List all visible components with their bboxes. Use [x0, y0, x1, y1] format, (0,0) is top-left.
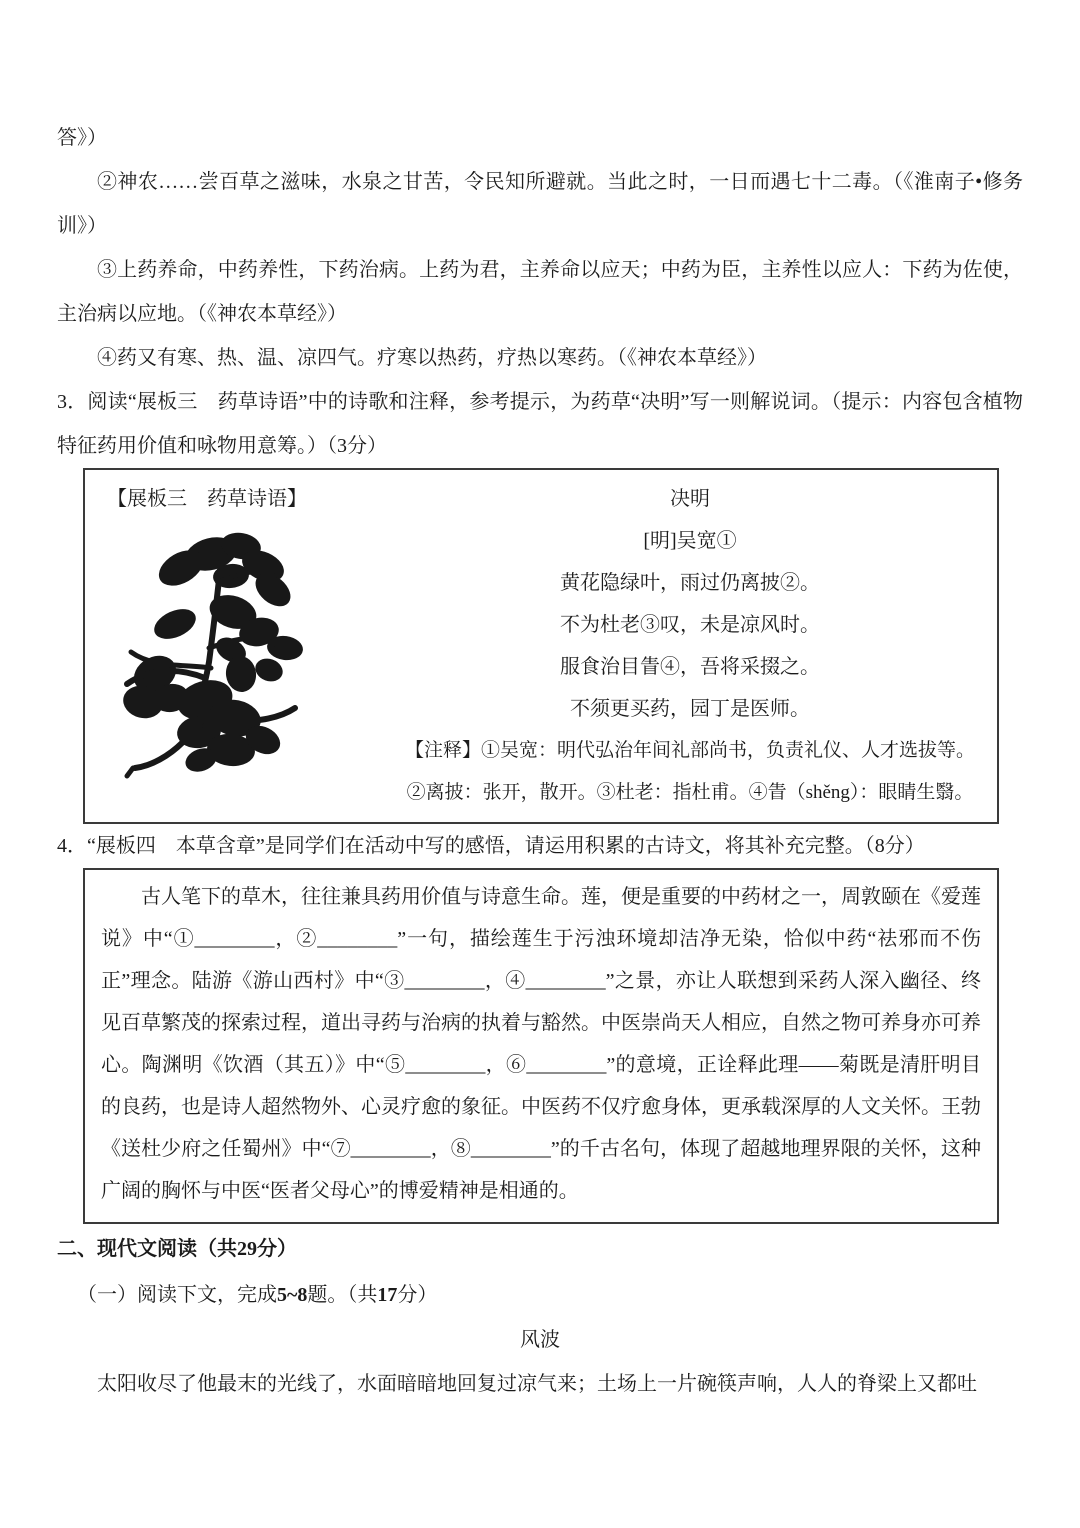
quote-line: 答》） [57, 127, 107, 149]
board3-left-column [97, 478, 397, 814]
subheading-part: 题。（共 [307, 1284, 378, 1306]
poem-title: 决明 [670, 488, 710, 510]
poem-lines [397, 562, 983, 730]
poem-notes [397, 730, 983, 814]
poem-line: 黄花隐绿叶，雨过仍离披②。 [560, 572, 820, 594]
board3-poem-column [397, 478, 983, 814]
reading-title: 风波 [520, 1329, 560, 1351]
question-4: 4．“展板四 本草含章”是同学们在活动中写的感悟，请运用积累的古诗文，将其补充完整。（8分） [57, 835, 925, 857]
poem-note: 【注释】①吴宽：明代弘治年间礼部尚书，负责礼仪、人才选拔等。 [404, 740, 975, 761]
subheading-part: 分） [397, 1284, 438, 1306]
section-2-heading: 二、现代文阅读（共29分） [57, 1238, 297, 1260]
board3-exhibit-box [83, 468, 999, 824]
question-3: 3．阅读“展板三 药草诗语”中的诗歌和注释，参考提示，为药草“决明”写一则解说词。（提示：内容包含植物特征药用价值和咏物用意筹。）（3分） [57, 391, 1023, 457]
poem-note: ②离披：张开，散开。③杜老：指杜甫。④眚（shěng）：眼睛生翳。 [406, 782, 974, 803]
quote-line: ④药又有寒、热、温、凉四气。疗寒以热药，疗热以寒药。（《神农本草经》） [97, 347, 767, 369]
poem-line: 服食治目眚④，吾将采掇之。 [560, 656, 820, 678]
poem-author: [明]吴宽① [643, 530, 737, 552]
board4-passage-box [83, 868, 999, 1224]
reading-first-paragraph: 太阳收尽了他最末的光线了，水面暗暗地回复过凉气来；土场上一片碗筷声响，人人的脊梁上又都吐 [97, 1373, 977, 1395]
board3-label: 【展板三 药草诗语】 [107, 488, 307, 510]
poem-line: 不为杜老③叹，未是凉风时。 [560, 614, 820, 636]
herb-plant-illustration [113, 528, 327, 784]
subheading-part: 5~8 [277, 1284, 308, 1306]
quote-line: ③上药养命，中药养性，下药治病。上药为君，主养命以应天；中药为臣，主养性以应人：下药为佐使，主治病以应地。（《神农本草经》） [57, 259, 1023, 325]
subheading-part: （一）阅读下文，完成 [77, 1284, 277, 1306]
section-2-subheading [57, 1272, 1023, 1318]
poem-line: 不须更买药，园丁是医师。 [570, 698, 810, 720]
classical-quotes-section [57, 116, 1023, 380]
quote-line: ②神农……尝百草之滋味，水泉之甘苦，令民知所避就。当此之时，一日而遇七十二毒。（《淮南子•修务训》） [57, 171, 1023, 237]
board4-passage: 古人笔下的草木，往往兼具药用价值与诗意生命。莲，便是重要的中药材之一，周敦颐在《爱莲说》中“①________，②________”一句，描绘莲生于污浊环境却洁净无染，恰似中药“祛邪而不伤正”理念。陆游《游山西村》中“③________，④________”之景，亦让人联想到采药人深入幽径、终见百草繁茂的探索过程，道出寻药与治病的执着与豁然。中医崇尚天人相应，自然之物可养身亦可养心。陶渊明《饮酒（其五）》中“⑤________，⑥________”的意境，正诠释此理——菊既是清肝明目的良药，也是诗人超然物外、心灵疗愈的象征。中医药不仅疗愈身体，更承载深厚的人文关怀。王勃《送杜少府之任蜀州》中“⑦________，⑧________”的千古名句，体现了超越地理界限的关怀，这种广阔的胸怀与中医“医者父母心”的博爱精神是相通的。 [101, 886, 981, 1202]
subheading-part: 17 [377, 1284, 398, 1306]
